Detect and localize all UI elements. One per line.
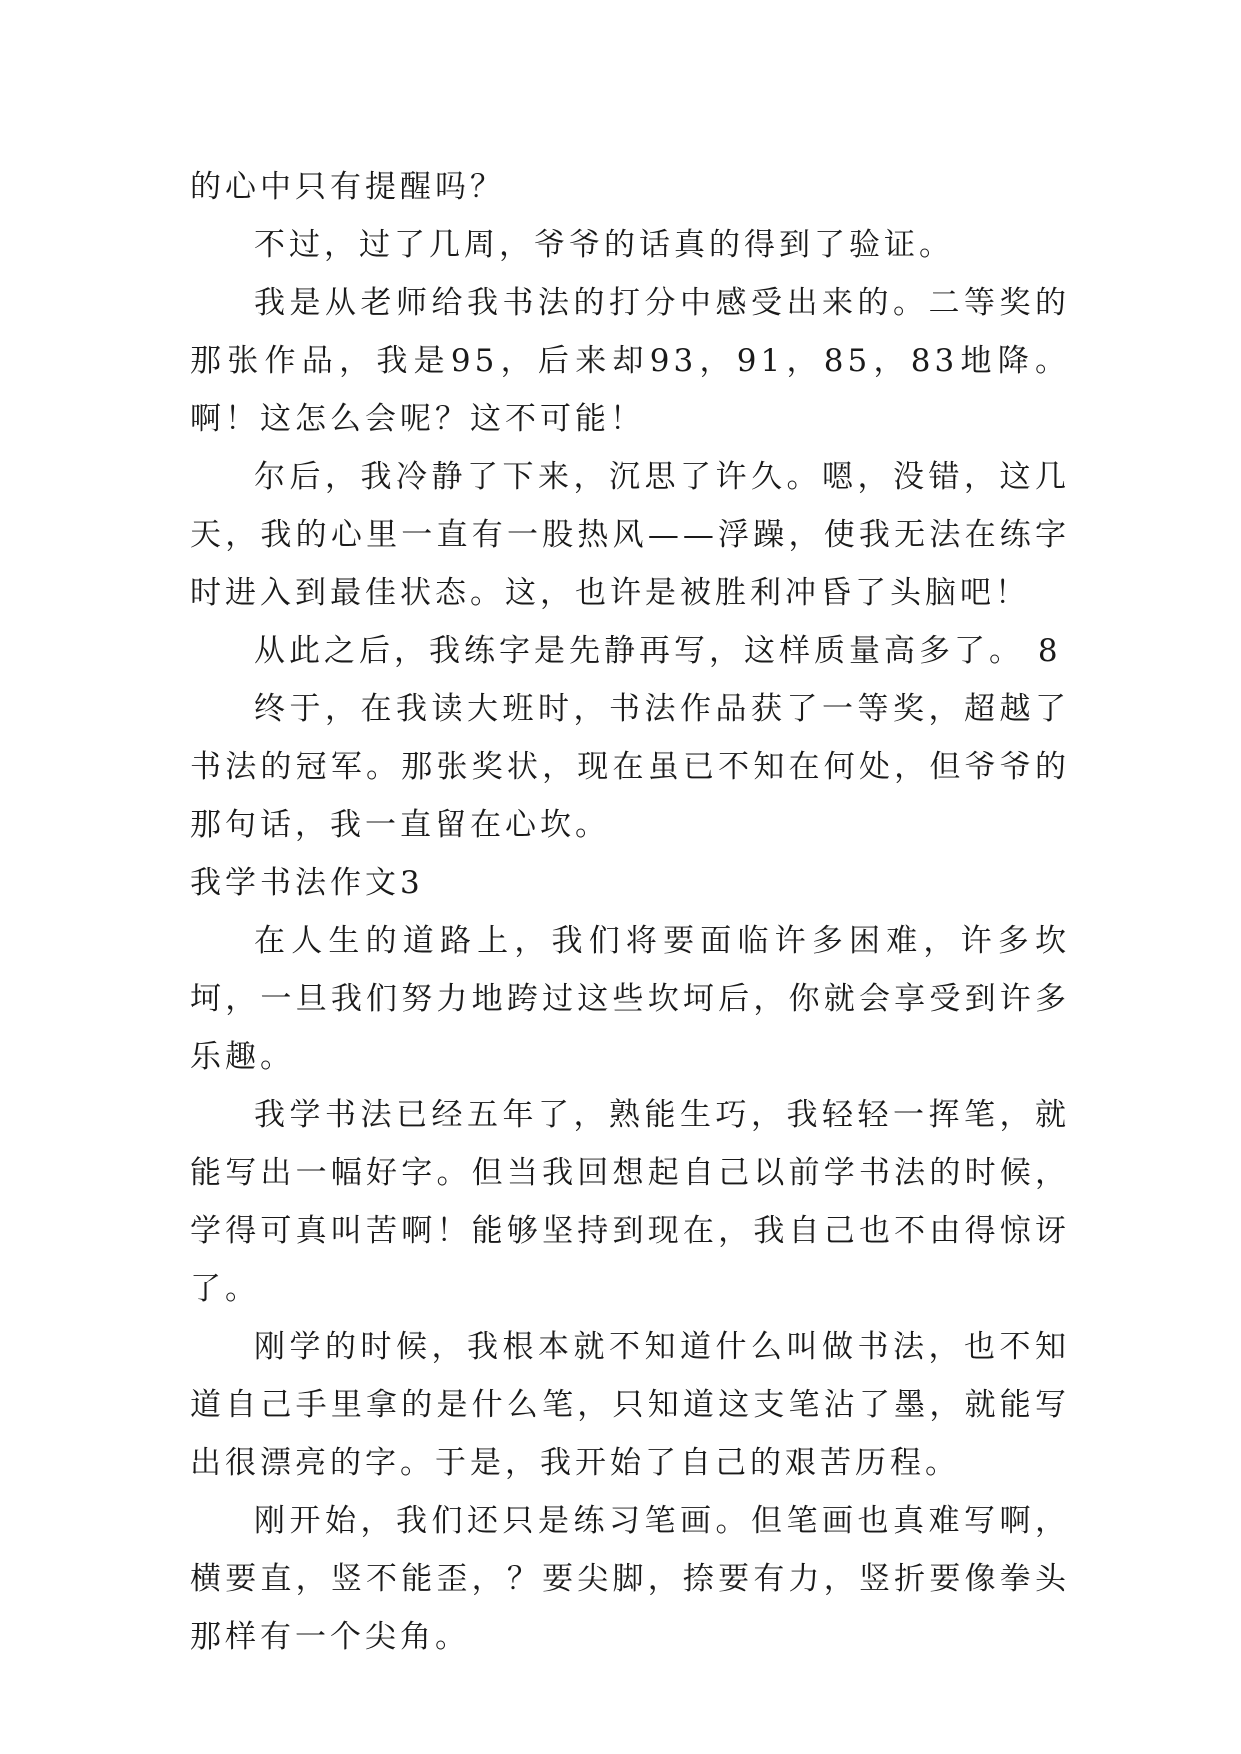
document-body [190,158,1070,1666]
paragraph: 不过，过了几周，爷爷的话真的得到了验证。 [254,227,954,263]
section-heading: 我学书法作文3 [190,865,424,901]
paragraph: 终于，在我读大班时，书法作品获了一等奖，超越了书法的冠军。那张奖状，现在虽已不知在何处，但爷爷的那句话，我一直留在心坎。 [190,691,1070,843]
paragraph: 从此之后，我练字是先静再写，这样质量高多了。 8 [254,633,1062,669]
paragraph: 刚开始，我们还只是练习笔画。但笔画也真难写啊，横要直，竖不能歪，？要尖脚，捺要有力，竖折要像拳头那样有一个尖角。 [190,1503,1070,1655]
paragraph: 我是从老师给我书法的打分中感受出来的。二等奖的那张作品，我是95，后来却93，91，85，83地降。啊！这怎么会呢？这不可能！ [190,285,1070,437]
paragraph: 我学书法已经五年了，熟能生巧，我轻轻一挥笔，就能写出一幅好字。但当我回想起自己以前学书法的时候，学得可真叫苦啊！能够坚持到现在，我自己也不由得惊讶了。 [190,1097,1070,1307]
paragraph: 在人生的道路上，我们将要面临许多困难，许多坎坷，一旦我们努力地跨过这些坎坷后，你就会享受到许多乐趣。 [190,923,1070,1075]
paragraph: 刚学的时候，我根本就不知道什么叫做书法，也不知道自己手里拿的是什么笔，只知道这支笔沾了墨，就能写出很漂亮的字。于是，我开始了自己的艰苦历程。 [190,1329,1070,1481]
paragraph: 的心中只有提醒吗？ [190,169,505,205]
paragraph: 尔后，我冷静了下来，沉思了许久。嗯，没错，这几天，我的心里一直有一股热风——浮躁，使我无法在练字时进入到最佳状态。这，也许是被胜利冲昏了头脑吧！ [190,459,1070,611]
